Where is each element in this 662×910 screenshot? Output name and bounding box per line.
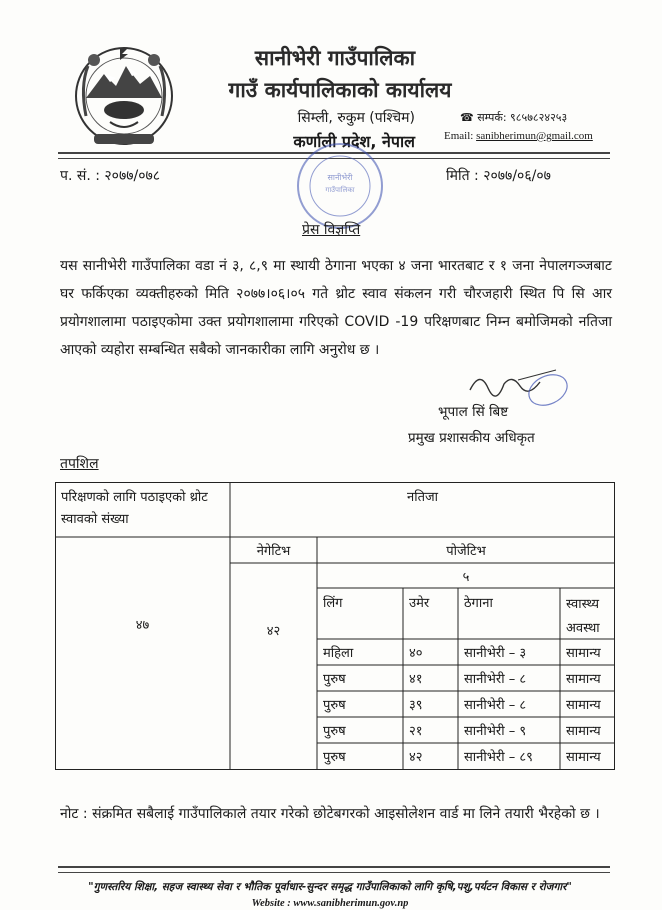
office-stamp-icon — [294, 140, 386, 232]
footer-slogan: "गुणस्तरिय शिक्षा, सहज स्वास्थ्य सेवा र भौतिक पूर्वाधार-सुन्दर समृद्ध गाउँपालिकाको लागि कृषि,पशु,पर्यटन विकास र रोजगार" — [88, 881, 572, 893]
letter-date: मिति : २०७७/०६/०७ — [446, 168, 551, 184]
header-result: नतिजा — [406, 490, 438, 505]
row-status: सामान्य — [566, 672, 601, 687]
subheader-health: स्वास्थ्य अवस्था — [566, 597, 600, 636]
results-table — [55, 482, 615, 770]
row-age: ४२ — [409, 750, 423, 765]
email-link[interactable]: sanibherimun@gmail.com — [476, 130, 593, 142]
office-name: गाउँ कार्यपालिकाको कार्यालय — [228, 78, 452, 102]
svg-text:सानीभेरी: सानीभेरी — [327, 173, 353, 182]
total-samples: ४७ — [135, 618, 150, 633]
row-gender: पुरुष — [323, 724, 346, 739]
government-emblem-icon — [64, 36, 184, 148]
row-status: सामान्य — [566, 750, 601, 765]
row-status: सामान्य — [566, 646, 601, 661]
row-address: सानीभेरी – ८ — [464, 698, 527, 713]
header-negative: नेगेटिभ — [256, 544, 291, 559]
press-release-body: यस सानीभेरी गाउँपालिका वडा नं ३, ८,९ मा स्थायी ठेगाना भएका ४ जना भारतबाट र १ जना नेपालगञ्जबाट घर फर्किएका व्यक्तीहरुको मिति २०७७।०६।०५ गते थ्रोट स्वाव संकलन गरी चौरजहारी स्थित पि सि आर प्रयोगशालामा पठाइएकोमा उक्त प्रयोगशालामा गरिएको COVID -19 परिक्षणबाट निम्न बमोजिमको नतिजा आएको व्यहोरा सम्बन्धित सबैको जानकारीका लागि अनुरोध छ । — [60, 258, 612, 358]
press-release-title: प्रेस विज्ञप्ति — [302, 222, 361, 238]
row-gender: पुरुष — [323, 750, 346, 765]
note-text: नोट : संक्रमित सबैलाई गाउँपालिकाले तयार गरेको छोटेबगरको आइसोलेशन वार्ड मा लिने तयारी भैरहेको छ । — [60, 806, 600, 822]
phone-contact: ☎ सम्पर्क: ९८५७८२४२५३ — [460, 111, 568, 124]
row-status: सामान्य — [566, 698, 601, 713]
email-contact — [444, 130, 593, 142]
row-age: ४१ — [409, 672, 423, 687]
signer-role: प्रमुख प्रशासकीय अधिकृत — [408, 430, 535, 446]
reference-number: प. सं. : २०७७/०७८ — [60, 168, 161, 184]
subheader-gender: लिंग — [323, 596, 343, 611]
row-age: ३९ — [409, 698, 423, 713]
row-gender: पुरुष — [323, 672, 346, 687]
footer-divider — [58, 866, 610, 868]
subheader-age: उमेर — [409, 596, 430, 611]
location-line: सिम्ली, रुकुम (पश्चिम) — [297, 110, 415, 126]
province-line: कर्णाली प्रदेश, नेपाल — [293, 132, 415, 151]
row-address: सानीभेरी – ३ — [464, 646, 527, 661]
negative-count: ४२ — [266, 624, 281, 639]
row-address: सानीभेरी – ८९ — [464, 750, 533, 765]
signer-name: भूपाल सिं बिष्ट — [438, 404, 509, 420]
municipality-name: सानीभेरी गाउँपालिका — [254, 46, 416, 70]
email-label: Email: — [444, 130, 477, 142]
row-address: सानीभेरी – ८ — [464, 672, 527, 687]
row-address: सानीभेरी – ९ — [464, 724, 527, 739]
row-status: सामान्य — [566, 724, 601, 739]
svg-text:गाउँपालिका: गाउँपालिका — [325, 186, 355, 194]
row-age: २१ — [409, 724, 423, 739]
header-samples: परिक्षणको लागि पठाइएको थ्रोट स्वावको संख्या — [61, 490, 208, 527]
footer-website[interactable]: Website : www.sanibherimun.gov.np — [251, 898, 409, 909]
annex-label: तपशिल — [60, 456, 99, 472]
footer-divider-thin — [58, 872, 610, 873]
positive-count: ५ — [462, 570, 470, 585]
row-gender: महिला — [323, 646, 354, 661]
row-age: ४० — [409, 646, 423, 661]
header-positive: पोजेटिभ — [446, 544, 486, 559]
subheader-address: ठेगाना — [464, 596, 493, 611]
row-gender: पुरुष — [323, 698, 346, 713]
